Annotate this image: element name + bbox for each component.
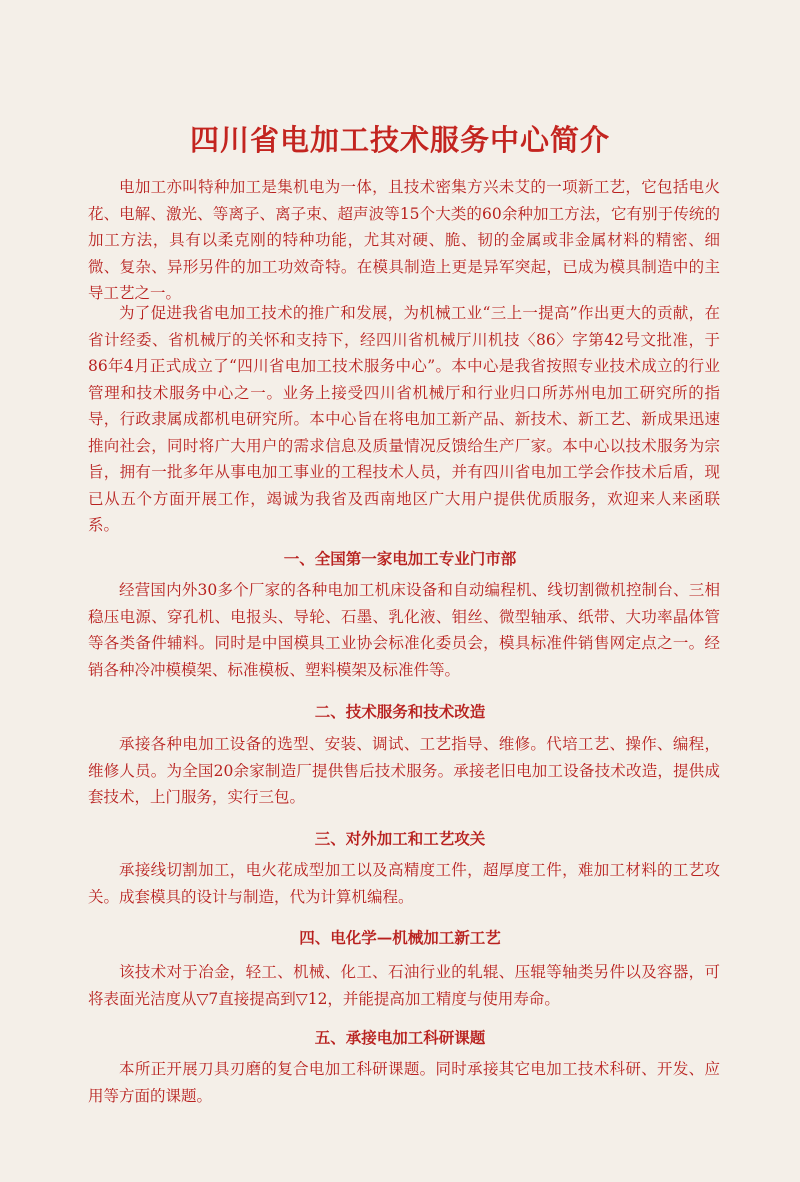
section-heading-4: 四、电化学—机械加工新工艺 xyxy=(299,928,501,947)
section-text-4: 该技术对于冶金，轻工、机械、化工、石油行业的轧辊、压辊等轴类另件以及容器，可将表面光洁度从▽7直接提高到▽12，并能提高加工精度与使用寿命。 xyxy=(88,963,720,1008)
section-heading-5: 五、承接电加工科研课题 xyxy=(314,1028,486,1047)
section-heading-2: 二、技术服务和技术改造 xyxy=(314,702,486,721)
section-text-3: 承接线切割加工，电火花成型加工以及高精度工件，超厚度工件，难加工材料的工艺攻关。成套模具的设计与制造，代为计算机编程。 xyxy=(88,861,720,906)
document-title: 四川省电加工技术服务中心简介 xyxy=(189,123,610,157)
section-heading-3: 三、对外加工和工艺攻关 xyxy=(314,829,486,848)
section-text-5: 本所正开展刀具刃磨的复合电加工科研课题。同时承接其它电加工技术科研、开发、应用等方面的课题。 xyxy=(88,1060,720,1105)
section-text-1: 经营国内外30多个厂家的各种电加工机床设备和自动编程机、线切割微机控制台、三相稳压电源、穿孔机、电报头、导轮、石墨、乳化液、钼丝、微型轴承、纸带、大功率晶体管等各类备件辅料。同时是中国模具工业协会标准化委员会，模具标准件销售网定点之一。经销各种冷冲模模架、标准模板、塑料模架及标准件等。 xyxy=(88,581,720,679)
intro-paragraph-2: 为了促进我省电加工技术的推广和发展，为机械工业“三上一提高”作出更大的贡献，在省计经委、省机械厅的关怀和支持下，经四川省机械厅川机技〈86〉字第42号文批准，于86年4月正式成立了“四川省电加工技术服务中心”。本中心是我省按照专业技术成立的行业管理和技术服务中心之一。业务上接受四川省机械厅和行业归口所苏州电加工研究所的指导，行政隶属成都机电研究所。本中心旨在将电加工新产品、新技术、新工艺、新成果迅速推向社会，同时将广大用户的需求信息及质量情况反馈给生产厂家。本中心以技术服务为宗旨，拥有一批多年从事电加工事业的工程技术人员，并有四川省电加工学会作技术后盾，现已从五个方面开展工作，竭诚为我省及西南地区广大用户提供优质服务，欢迎来人来函联系。 xyxy=(88,304,720,534)
section-heading-1: 一、全国第一家电加工专业门市部 xyxy=(283,549,517,568)
intro-paragraph-1: 电加工亦叫特种加工是集机电为一体，且技术密集方兴未艾的一项新工艺，它包括电火花、电解、激光、等离子、离子束、超声波等15个大类的60余种加工方法，它有别于传统的加工方法，具有以柔克刚的特种功能，尤其对硬、脆、韧的金属或非金属材料的精密、细微、复杂、异形另件的加工功效奇特。在模具制造上更是异军突起，已成为模具制造中的主导工艺之一。 xyxy=(88,178,720,302)
section-text-2: 承接各种电加工设备的选型、安装、调试、工艺指导、维修。代培工艺、操作、编程，维修人员。为全国20余家制造厂提供售后技术服务。承接老旧电加工设备技术改造，提供成套技术，上门服务，实行三包。 xyxy=(88,735,720,806)
